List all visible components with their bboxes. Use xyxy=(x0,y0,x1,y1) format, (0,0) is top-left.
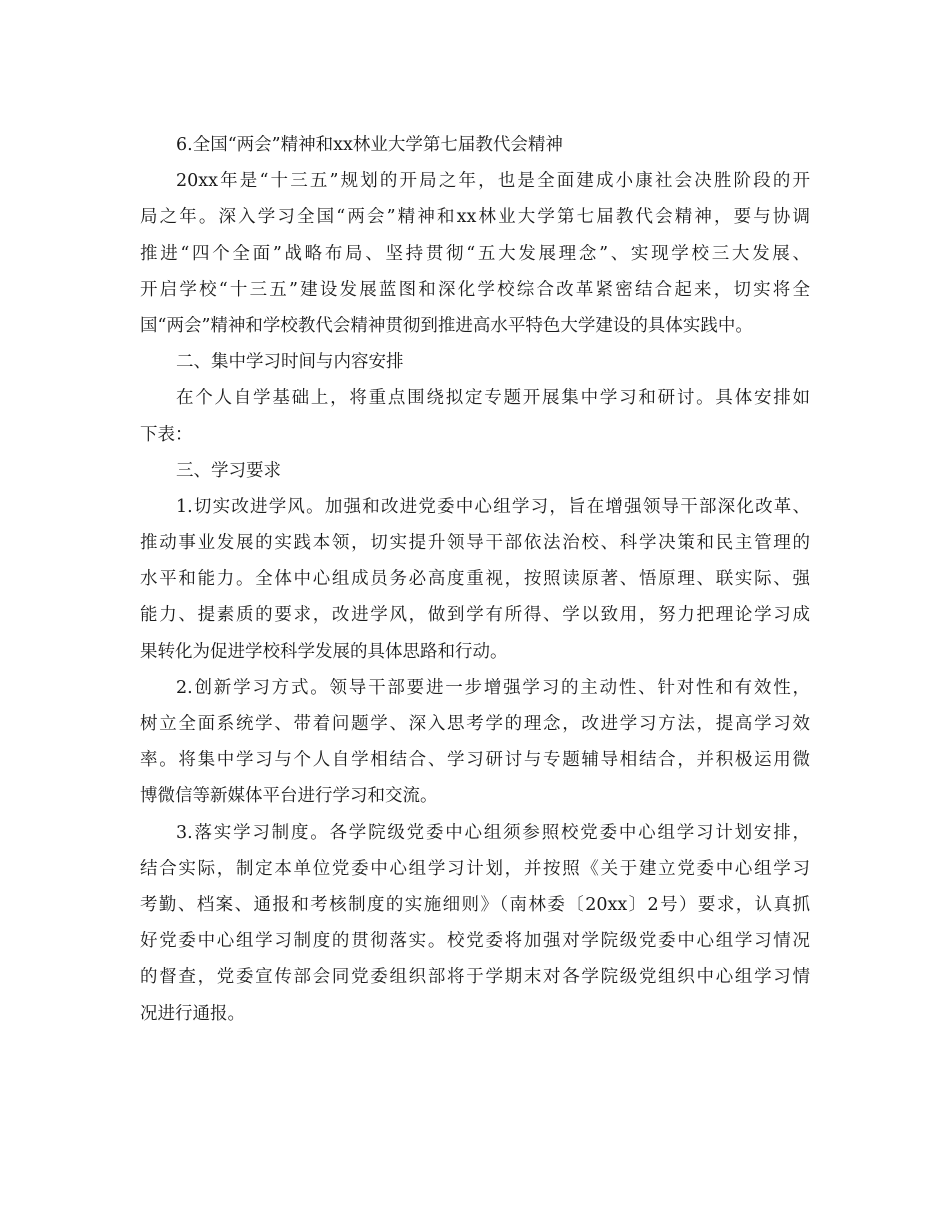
text-line: 1.切实改进学风。加强和改进党委中心组学习，旨在增强领导干部深化改革、 xyxy=(176,496,810,517)
text-line: 推动事业发展的实践本领，切实提升领导干部依法治校、科学决策和民主管理的 xyxy=(140,533,810,554)
text-line: 好党委中心组学习制度的贯彻落实。校党委将加强对学院级党委中心组学习情况 xyxy=(140,931,810,952)
text-line: 树立全面系统学、带着问题学、深入思考学的理念，改进学习方法，提高学习效 xyxy=(140,714,810,734)
text-line: 的督查，党委宣传部会同党委组织部将于学期末对各学院级党组织中心组学习情 xyxy=(140,967,810,988)
text-line: 三、学习要求 xyxy=(176,460,281,481)
text-line: 20xx年是“十三五”规划的开局之年，也是全面建成小康社会决胜阶段的开 xyxy=(176,171,810,192)
text-line: 6.全国“两会”精神和xx林业大学第七届教代会精神 xyxy=(176,135,563,155)
text-line: 考勤、档案、通报和考核制度的实施细则》（南林委〔20xx〕2号）要求，认真抓 xyxy=(140,894,810,915)
text-line: 果转化为促进学校科学发展的具体思路和行动。 xyxy=(140,641,508,662)
text-line: 二、集中学习时间与内容安排 xyxy=(176,352,404,373)
text-line: 推进“四个全面”战略布局、坚持贯彻“五大发展理念”、实现学校三大发展、 xyxy=(140,243,810,264)
text-line: 水平和能力。全体中心组成员务必高度重视，按照读原著、悟原理、联实际、强 xyxy=(140,569,810,590)
text-line: 结合实际，制定本单位党委中心组学习计划，并按照《关于建立党委中心组学习 xyxy=(140,858,810,879)
text-line: 下表： xyxy=(140,424,193,445)
text-line: 3.落实学习制度。各学院级党委中心组须参照校党委中心组学习计划安排， xyxy=(176,822,810,843)
text-line: 国“两会”精神和学校教代会精神贯彻到推进高水平特色大学建设的具体实践中。 xyxy=(140,315,753,336)
text-line: 况进行通报。 xyxy=(140,1003,245,1024)
text-line: 能力、提素质的要求，改进学风，做到学有所得、学以致用，努力把理论学习成 xyxy=(140,605,810,626)
text-line: 博微信等新媒体平台进行学习和交流。 xyxy=(140,786,438,807)
text-line: 开启学校“十三五”建设发展蓝图和深化学校综合改革紧密结合起来，切实将全 xyxy=(140,279,810,300)
text-line: 在个人自学基础上，将重点围绕拟定专题开展集中学习和研讨。具体安排如 xyxy=(176,388,810,409)
text-line: 局之年。深入学习全国“两会”精神和xx林业大学第七届教代会精神，要与协调 xyxy=(140,207,810,228)
document-body xyxy=(140,127,810,1032)
text-line: 2.创新学习方式。领导干部要进一步增强学习的主动性、针对性和有效性， xyxy=(176,677,810,698)
text-line: 率。将集中学习与个人自学相结合、学习研讨与专题辅导相结合，并积极运用微 xyxy=(140,750,810,771)
